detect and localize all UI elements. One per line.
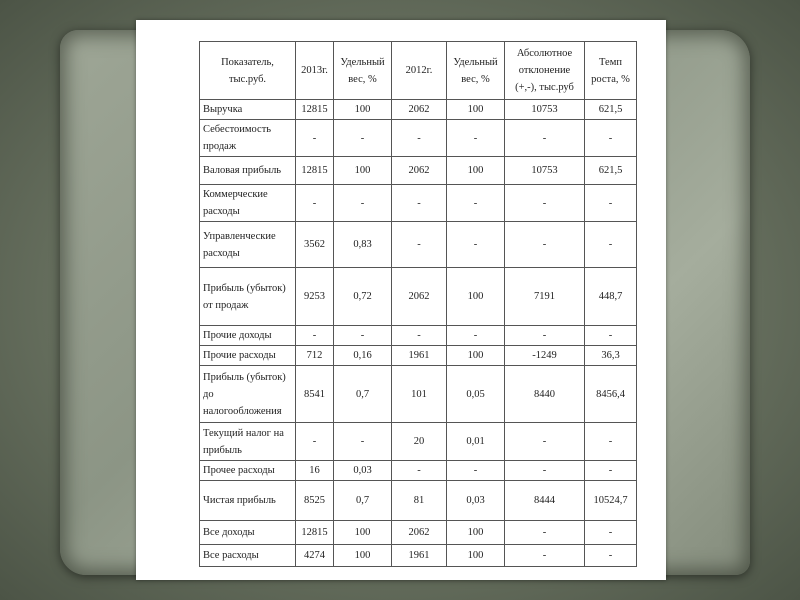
table-row [200, 120, 637, 157]
cell-2012: 2062 [392, 268, 447, 326]
row-label: Коммерческие расходы [200, 185, 296, 222]
row-label: Чистая прибыль [200, 481, 296, 521]
table-row [200, 326, 637, 346]
cell-weight-2013: 100 [334, 157, 392, 185]
cell-abs-deviation: 10753 [505, 157, 585, 185]
cell-abs-deviation: - [505, 120, 585, 157]
cell-weight-2013: 0,72 [334, 268, 392, 326]
cell-weight-2013: 100 [334, 521, 392, 545]
cell-growth-rate: 448,7 [585, 268, 637, 326]
table-row [200, 545, 637, 567]
cell-2012: - [392, 222, 447, 268]
cell-weight-2013: 0,03 [334, 461, 392, 481]
cell-2012: 2062 [392, 157, 447, 185]
cell-abs-deviation: - [505, 461, 585, 481]
table-row [200, 346, 637, 366]
cell-weight-2012: - [447, 222, 505, 268]
cell-abs-deviation: 8444 [505, 481, 585, 521]
cell-weight-2013: 0,7 [334, 481, 392, 521]
cell-abs-deviation: - [505, 222, 585, 268]
cell-weight-2013: - [334, 326, 392, 346]
row-label: Валовая прибыль [200, 157, 296, 185]
cell-abs-deviation: - [505, 521, 585, 545]
table-row [200, 268, 637, 326]
cell-abs-deviation: - [505, 545, 585, 567]
table-row [200, 157, 637, 185]
cell-weight-2013: 0,83 [334, 222, 392, 268]
cell-weight-2012: 100 [447, 521, 505, 545]
cell-weight-2012: - [447, 326, 505, 346]
cell-growth-rate: - [585, 120, 637, 157]
header-indicator: Показатель, тыс.руб. [200, 42, 296, 100]
cell-weight-2012: 0,05 [447, 366, 505, 423]
table-row [200, 481, 637, 521]
cell-2012: - [392, 185, 447, 222]
row-label: Прочие расходы [200, 346, 296, 366]
cell-weight-2012: 0,03 [447, 481, 505, 521]
cell-weight-2012: 100 [447, 268, 505, 326]
cell-abs-deviation: -1249 [505, 346, 585, 366]
cell-2013: - [296, 423, 334, 461]
cell-weight-2012: - [447, 185, 505, 222]
cell-2012: 2062 [392, 521, 447, 545]
row-label: Себестоимость продаж [200, 120, 296, 157]
cell-2013: - [296, 120, 334, 157]
cell-2012: 1961 [392, 545, 447, 567]
cell-2013: 3562 [296, 222, 334, 268]
header-weight-2013: Удельный вес, % [334, 42, 392, 100]
cell-2013: 12815 [296, 157, 334, 185]
cell-weight-2012: 100 [447, 346, 505, 366]
cell-weight-2012: 100 [447, 157, 505, 185]
cell-growth-rate: 621,5 [585, 157, 637, 185]
cell-2013: 9253 [296, 268, 334, 326]
cell-2012: 20 [392, 423, 447, 461]
cell-2012: 81 [392, 481, 447, 521]
cell-weight-2013: 100 [334, 545, 392, 567]
table-row [200, 100, 637, 120]
cell-growth-rate: 10524,7 [585, 481, 637, 521]
financial-results-table [199, 41, 637, 567]
cell-2012: - [392, 326, 447, 346]
cell-weight-2013: - [334, 423, 392, 461]
cell-2013: 12815 [296, 100, 334, 120]
cell-growth-rate: 36,3 [585, 346, 637, 366]
cell-weight-2013: 0,7 [334, 366, 392, 423]
cell-weight-2013: 100 [334, 100, 392, 120]
cell-weight-2012: - [447, 461, 505, 481]
cell-abs-deviation: - [505, 326, 585, 346]
row-label: Текущий налог на прибыль [200, 423, 296, 461]
cell-abs-deviation: 7191 [505, 268, 585, 326]
cell-2012: - [392, 120, 447, 157]
header-2013: 2013г. [296, 42, 334, 100]
table-row [200, 366, 637, 423]
cell-weight-2013: 0,16 [334, 346, 392, 366]
header-2012: 2012г. [392, 42, 447, 100]
cell-2013: 12815 [296, 521, 334, 545]
row-label: Прибыль (убыток) до налогообложения [200, 366, 296, 423]
cell-2012: 2062 [392, 100, 447, 120]
row-label: Выручка [200, 100, 296, 120]
header-row [200, 42, 637, 100]
cell-growth-rate: - [585, 461, 637, 481]
header-weight-2012: Удельный вес, % [447, 42, 505, 100]
cell-2012: 1961 [392, 346, 447, 366]
cell-weight-2013: - [334, 185, 392, 222]
cell-2013: 16 [296, 461, 334, 481]
cell-growth-rate: - [585, 326, 637, 346]
row-label: Прочие доходы [200, 326, 296, 346]
cell-2013: 8541 [296, 366, 334, 423]
cell-growth-rate: - [585, 423, 637, 461]
table-row [200, 185, 637, 222]
cell-growth-rate: - [585, 185, 637, 222]
cell-weight-2012: 100 [447, 545, 505, 567]
row-label: Прибыль (убыток) от продаж [200, 268, 296, 326]
cell-2013: - [296, 185, 334, 222]
row-label: Все расходы [200, 545, 296, 567]
cell-abs-deviation: - [505, 423, 585, 461]
header-abs-deviation: Абсолютное отклонение (+,-), тыс.руб [505, 42, 585, 100]
cell-2013: 8525 [296, 481, 334, 521]
row-label: Управленческие расходы [200, 222, 296, 268]
table-row [200, 222, 637, 268]
cell-abs-deviation: 8440 [505, 366, 585, 423]
row-label: Прочее расходы [200, 461, 296, 481]
cell-weight-2012: 100 [447, 100, 505, 120]
cell-abs-deviation: 10753 [505, 100, 585, 120]
cell-2013: 4274 [296, 545, 334, 567]
table-row [200, 461, 637, 481]
cell-growth-rate: - [585, 521, 637, 545]
cell-weight-2013: - [334, 120, 392, 157]
cell-weight-2012: 0,01 [447, 423, 505, 461]
cell-growth-rate: 621,5 [585, 100, 637, 120]
table-row [200, 521, 637, 545]
header-growth-rate: Темп роста, % [585, 42, 637, 100]
cell-abs-deviation: - [505, 185, 585, 222]
slide [136, 20, 666, 580]
cell-2013: - [296, 326, 334, 346]
cell-growth-rate: 8456,4 [585, 366, 637, 423]
cell-growth-rate: - [585, 222, 637, 268]
table-row [200, 423, 637, 461]
cell-growth-rate: - [585, 545, 637, 567]
cell-2012: - [392, 461, 447, 481]
cell-weight-2012: - [447, 120, 505, 157]
row-label: Все доходы [200, 521, 296, 545]
cell-2013: 712 [296, 346, 334, 366]
cell-2012: 101 [392, 366, 447, 423]
